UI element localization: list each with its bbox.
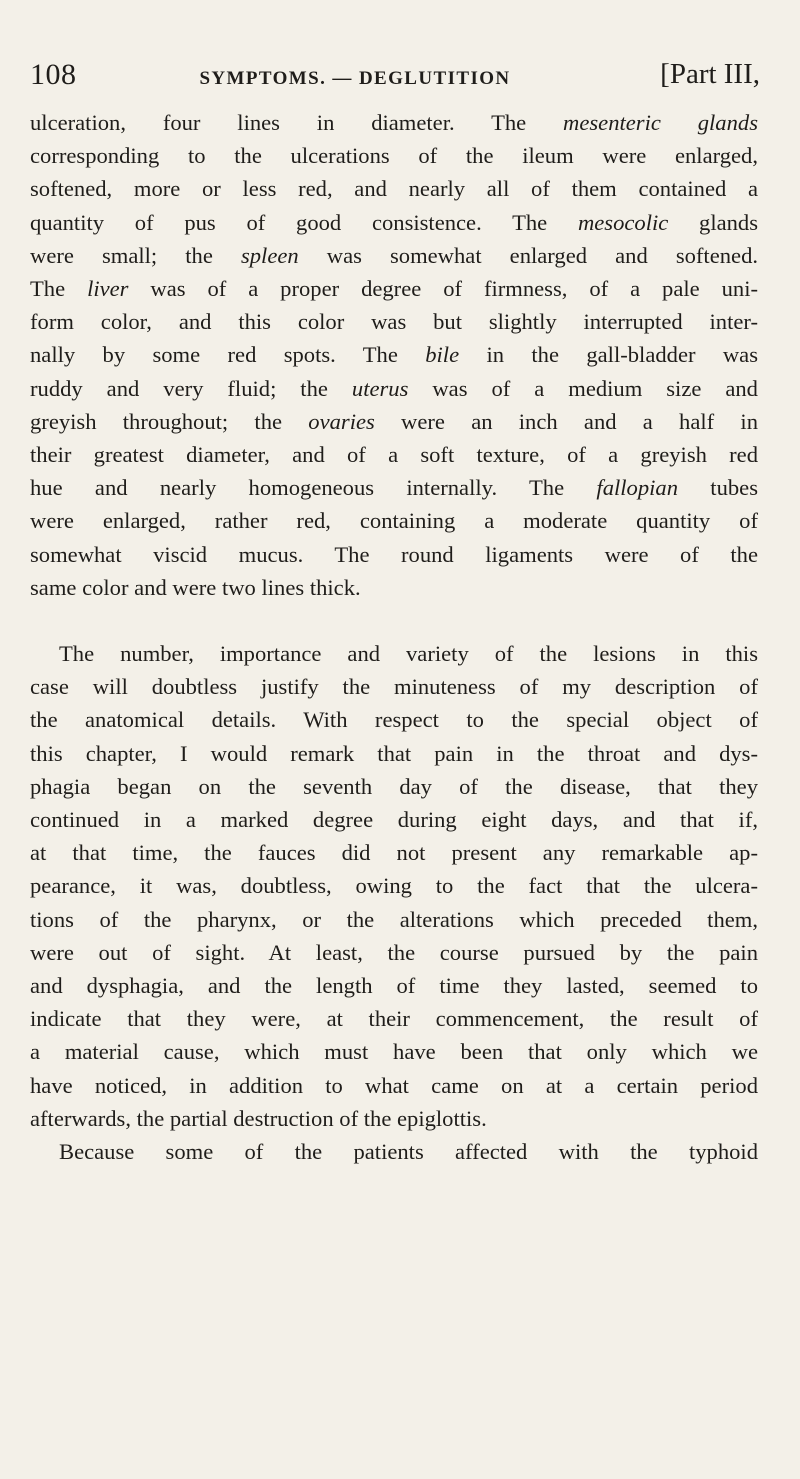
italic-term: spleen: [240, 242, 299, 268]
text-span: were small; the: [30, 242, 241, 268]
text-span: their greatest diameter, and of a soft texture, of a greyish red: [30, 442, 758, 468]
text-line: [30, 372, 758, 405]
text-line: were out of sight. At least, the course pursued by the pain: [30, 939, 758, 965]
italic-term: uterus: [351, 375, 409, 401]
italic-term: fallopian: [596, 475, 679, 501]
text-line: [30, 571, 758, 604]
text-span: greyish throughout; the: [30, 408, 309, 434]
text-line: [30, 405, 758, 438]
paragraph-gap: [30, 604, 758, 637]
page-number: 108: [30, 58, 77, 91]
italic-term: mesenteric glands: [563, 110, 758, 135]
text-line: [30, 438, 758, 471]
paragraph-1: [30, 106, 758, 604]
running-head: SYMPTOMS. — DEGLUTITION: [199, 68, 511, 89]
text-span: somewhat viscid mucus. The round ligaments were of the: [30, 541, 758, 567]
text-span: tubes: [678, 475, 758, 501]
text-line: the anatomical details. With respect to the special object of: [30, 707, 758, 733]
italic-term: ovaries: [308, 408, 375, 434]
part-label: [Part III,: [660, 58, 760, 90]
text-span: ulceration, four lines in diameter. The: [30, 110, 564, 135]
text-span: hue and nearly homogeneous internally. The: [30, 475, 597, 501]
text-line: [30, 538, 758, 571]
text-line: tions of the pharynx, or the alterations which preceded them,: [30, 906, 758, 932]
text-span: softened, more or less red, and nearly all of them contained a: [30, 176, 758, 202]
text-line: case will doubtless justify the minuteness of my description of: [30, 674, 758, 700]
text-line: The number, importance and variety of the lesions in this: [59, 641, 758, 667]
page-header: [30, 58, 760, 98]
text-line: phagia began on the seventh day of the disease, that they: [30, 773, 758, 799]
text-span: was somewhat enlarged and softened.: [298, 242, 759, 268]
text-line: and dysphagia, and the length of time they lasted, seemed to: [30, 973, 758, 999]
text-span: form color, and this color was but slightly interrupted inter-: [30, 309, 758, 335]
text-line: have noticed, in addition to what came on at a certain period: [30, 1072, 758, 1098]
text-line: [30, 139, 758, 172]
text-line: a material cause, which must have been that only which we: [30, 1039, 758, 1065]
text-line: indicate that they were, at their commencement, the result of: [30, 1006, 758, 1032]
text-span: quantity of pus of good consistence. The: [30, 209, 578, 235]
text-span: The: [30, 276, 88, 302]
text-span: nally by some red spots. The: [30, 342, 426, 368]
text-span: were an inch and a half in: [374, 408, 759, 434]
text-line: this chapter, I would remark that pain in the throat and dys-: [30, 740, 758, 766]
text-line: continued in a marked degree during eight days, and that if,: [30, 807, 758, 833]
text-line: Because some of the patients affected with the typhoid: [59, 1139, 758, 1165]
text-line: [30, 206, 758, 239]
text-span: was of a proper degree of firmness, of a pale uni-: [128, 276, 758, 302]
text-span: ruddy and very fluid; the: [30, 375, 352, 401]
text-line: pearance, it was, doubtless, owing to the fact that the ulcera-: [30, 873, 758, 899]
text-line: [30, 272, 758, 305]
text-line: [30, 338, 758, 371]
text-line: [30, 305, 758, 338]
text-span: glands: [668, 209, 759, 235]
text-line: [30, 172, 758, 205]
paragraph-3: [30, 1135, 758, 1168]
text-span: corresponding to the ulcerations of the ileum were enlarged,: [30, 143, 758, 169]
text-span: same color and were two lines thick.: [30, 574, 361, 600]
text-line: [30, 239, 758, 272]
text-line: [30, 106, 758, 139]
italic-term: bile: [425, 342, 460, 368]
text-span: was of a medium size and: [408, 375, 758, 401]
text-line: [30, 504, 758, 537]
text-span: were enlarged, rather red, containing a moderate quantity of: [30, 508, 758, 534]
text-line: [30, 471, 758, 504]
text-line: at that time, the fauces did not present any remarkable ap-: [30, 840, 758, 866]
italic-term: liver: [87, 276, 129, 302]
paragraph-2: [30, 637, 758, 1135]
italic-term: mesocolic: [577, 209, 669, 235]
text-line: afterwards, the partial destruction of the epiglottis.: [30, 1105, 487, 1131]
body-text: [30, 106, 758, 1168]
text-span: in the gall-bladder was: [459, 342, 758, 368]
